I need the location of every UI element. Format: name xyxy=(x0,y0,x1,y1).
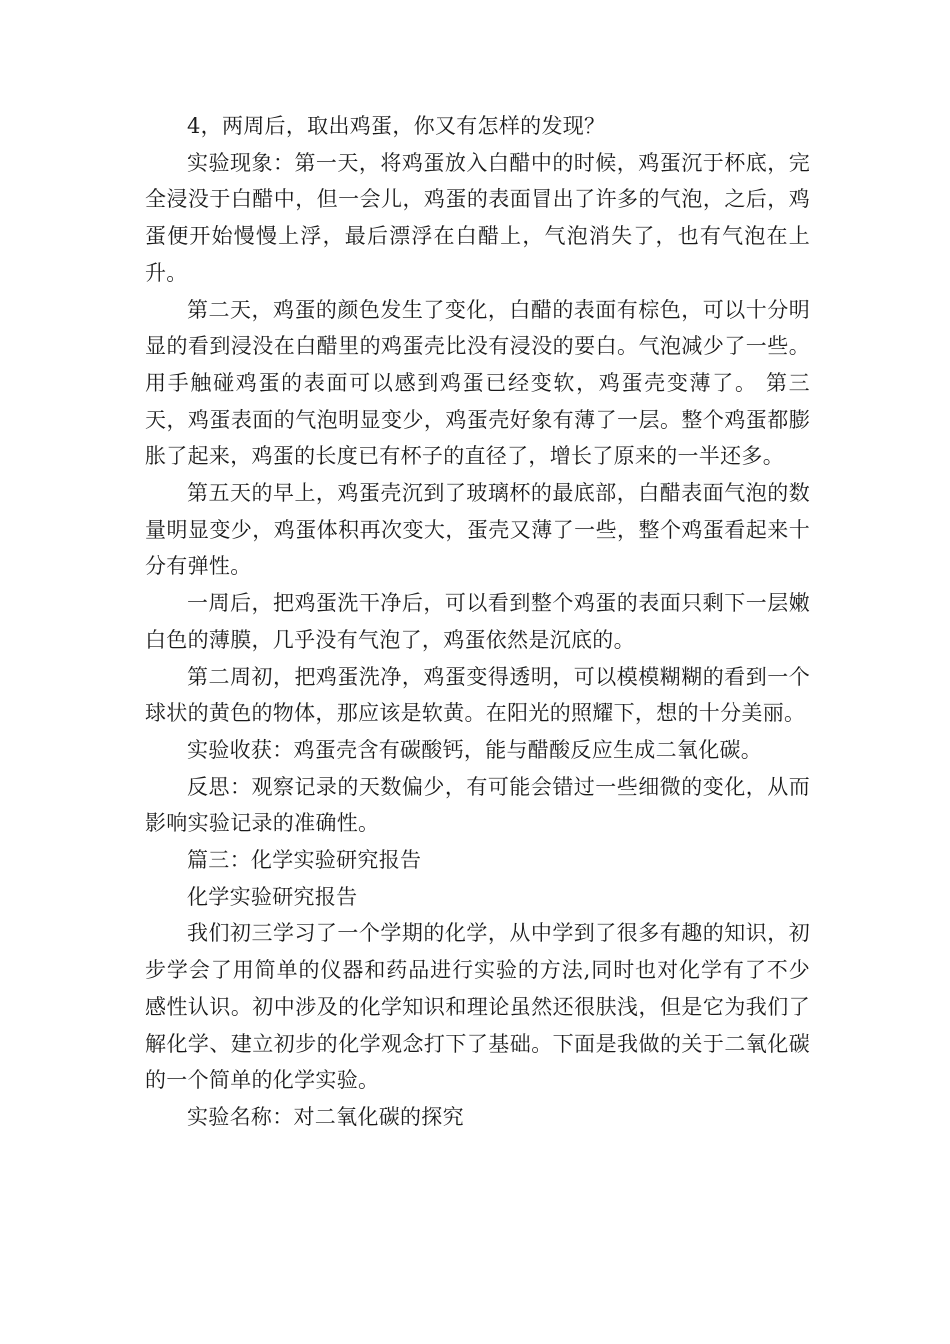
paragraph-question-4: 4，两周后，取出鸡蛋，你又有怎样的发现？ xyxy=(187,114,606,138)
paragraph-intro: 我们初三学习了一个学期的化学，从中学到了很多有趣的知识，初步学会了用简单的仪器和药品进行实验的方法,同时也对化学有了不少感性认识。初中涉及的化学知识和理论虽然还很肤浅，但是它为我们了解化学、建立初步的化学观念打下了基础。下面是我做的关于二氧化碳的一个简单的化学实验。 xyxy=(145,921,810,1093)
paragraph-gain: 实验收获：鸡蛋壳含有碳酸钙，能与醋酸反应生成二氧化碳。 xyxy=(187,737,763,762)
document-body xyxy=(145,108,810,1136)
report-title: 化学实验研究报告 xyxy=(187,884,358,909)
paragraph-day5: 第五天的早上，鸡蛋壳沉到了玻璃杯的最底部，白醋表面气泡的数量明显变少，鸡蛋体积再次变大，蛋壳又薄了一些，整个鸡蛋看起来十分有弹性。 xyxy=(145,481,810,579)
paragraph-reflection: 反思：观察记录的天数偏少，有可能会错过一些细微的变化，从而影响实验记录的准确性。 xyxy=(145,774,810,836)
paragraph-phenomenon-day1: 实验现象：第一天，将鸡蛋放入白醋中的时候，鸡蛋沉于杯底，完全浸没于白醋中，但一会儿，鸡蛋的表面冒出了许多的气泡，之后，鸡蛋便开始慢慢上浮，最后漂浮在白醋上，气泡消失了，也有气泡在上升。 xyxy=(145,150,810,285)
paragraph-week2: 第二周初，把鸡蛋洗净，鸡蛋变得透明，可以模模糊糊的看到一个球状的黄色的物体，那应该是软黄。在阳光的照耀下，想的十分美丽。 xyxy=(145,664,810,726)
paragraph-experiment-name: 实验名称：对二氧化碳的探究 xyxy=(187,1104,464,1129)
paragraph-week1: 一周后，把鸡蛋洗干净后，可以看到整个鸡蛋的表面只剩下一层嫩白色的薄膜，几乎没有气泡了，鸡蛋依然是沉底的。 xyxy=(145,591,810,652)
paragraph-day2-day3: 第二天，鸡蛋的颜色发生了变化，白醋的表面有棕色，可以十分明显的看到浸没在白醋里的鸡蛋壳比没有浸没的要白。气泡减少了一些。用手触碰鸡蛋的表面可以感到鸡蛋已经变软，鸡蛋壳变薄了。 第三天，鸡蛋表面的气泡明显变少，鸡蛋壳好象有薄了一层。整个鸡蛋都膨胀了起来，鸡蛋的长度已有杯子的直径了，增长了原来的一半还多。 xyxy=(145,297,810,469)
section-heading: 篇三：化学实验研究报告 xyxy=(187,848,422,873)
